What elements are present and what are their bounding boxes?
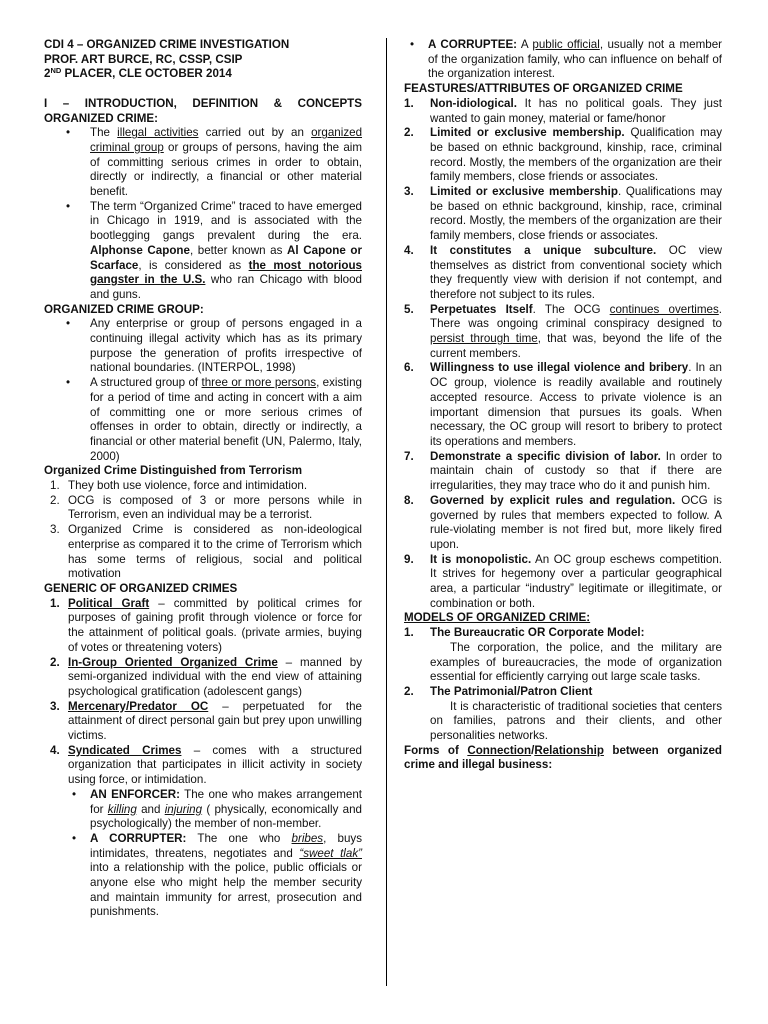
list-item: 2. The Patrimonial/Patron Client	[404, 684, 593, 698]
list-item: 1. Political Graft – committed by political crimes for purposes of gaining profit through violence or force for the attainment of political goals. (private armies, buying of votes or threatening voters)	[50, 596, 362, 654]
list-item: • A structured group of three or more persons, existing for a period of time and acting in concert with a aim of committing one or more serious crimes of offenses in order to obtain, directly or indirectly, a financial or other material benefit (UN, Palermo, Italy, 2000)	[44, 376, 362, 464]
list-item: • AN ENFORCER: The one who makes arrangement for killing and injuring ( physically, economically and psychologically) the member of non-member.	[44, 788, 362, 832]
right-column	[404, 38, 722, 773]
list-item: • A CORRUPTER: The one who bribes, buys intimidates, threatens, negotiates and “sweet tlak” into a relationship with the police, public officials or anyone else who might help the member security and maintain immunity for arrest, prosecution and punishments.	[44, 832, 362, 920]
list-item: 1. The Bureaucratic OR Corporate Model:	[404, 626, 645, 640]
list-item: • The term “Organized Crime” traced to have emerged in Chicago in 1919, and is associated with the bootlegging gangs prevalent during the era. Alphonse Capone, better known as Al Capone or Scarface, is considered as the most notorious gangster in the U.S. who ran Chicago with blood and guns.	[44, 200, 362, 303]
list-item: 3. Mercenary/Predator OC – perpetuated for the attainment of direct personal gain but prey upon unwilling victims.	[50, 699, 363, 743]
list-item: • The illegal activities carried out by an organized criminal group or groups of persons, having the aim of committing serious crimes in order to obtain, directly or indirectly, a financial or other material benefit.	[44, 126, 362, 200]
generic-list	[44, 597, 362, 788]
forms-heading: Forms of Connection/Relationship between organized crime and illegal business:	[404, 743, 722, 772]
list-item: 9. It is monopolistic. An OC group eschews competition. It strives for hegemony over a particular geographical area, a particular “industry” legitimate or illegitimate, or combination or both.	[404, 552, 722, 610]
professor-line: PROF. ART BURCE, RC, CSSP, CSIP	[44, 52, 243, 66]
list-item: 3. Limited or exclusive membership. Qualifications may be based on ethnic background, kinship, race, criminal record. Mostly, the members of the organization are their family members, close friends or associates.	[404, 185, 722, 243]
course-title: CDI 4 – ORGANIZED CRIME INVESTIGATION	[44, 38, 290, 51]
list-item: 1. They both use violence, force and intimidation.	[50, 479, 308, 493]
organized-crime-list	[44, 126, 362, 302]
heading-features: FEASTURES/ATTRIBUTES OF ORGANIZED CRIME	[404, 82, 683, 96]
list-item: 3. Organized Crime is considered as non-ideological enterprise as compared it to the crime of Terrorism which has some terms of religious, social and political motivation	[50, 523, 362, 581]
list-item: 8. Governed by explicit rules and regulation. OCG is governed by rules that members expected to follow. A rule-violating member is not fired but, more likely fired upon.	[404, 493, 722, 551]
heading-models: MODELS OF ORGANIZED CRIME:	[404, 611, 591, 625]
organized-crime-group-list	[44, 317, 362, 464]
list-item: • Any enterprise or group of persons engaged in a continuing illegal activity which has as its primary purpose the generation of profits irrespective of national boundaries. (INTERPOL, 1998)	[44, 317, 362, 376]
syndicate-roles-list	[44, 788, 362, 920]
section-heading-intro: I – INTRODUCTION, DEFINITION & CONCEPTS	[44, 96, 362, 110]
list-item: 2. In-Group Oriented Organized Crime – manned by semi-organized individual with the end view of attaining psychological gratification (adolescent gangs)	[50, 655, 362, 698]
list-item: 6. Willingness to use illegal violence and bribery. In an OC group, violence is readily available and routinely accepted resource. Access to private violence is an important dimension that pursues its goals. When necessary, the OC group will resort to bribery to protect its operations and members.	[404, 361, 722, 448]
list-item: 2. OCG is composed of 3 or more persons while in Terrorism, even an individual may be a terrorist.	[50, 493, 362, 522]
list-item: 4. It constitutes a unique subculture. OC view themselves as district from conventional society which they frequently view with derision if not contempt, and therefore not subject to its rules.	[404, 243, 722, 301]
placer-line: 2ND PLACER, CLE OCTOBER 2014	[44, 66, 232, 81]
list-item: • A CORRUPTEE: A public official, usually not a member of the organization family, who can influence on behalf of the organization interest.	[404, 38, 722, 82]
model-description: It is characteristic of traditional societies that centers on families, patrons and their clients, and other personalities networks.	[430, 699, 722, 743]
heading-generic: GENERIC OF ORGANIZED CRIMES	[44, 582, 238, 595]
list-item: 2. Limited or exclusive membership. Qualification may be based on ethnic background, kinship, race, criminal record. Mostly, the members of the organization are their family members, close friends or associates.	[404, 126, 722, 184]
list-item: 5. Perpetuates Itself. The OCG continues overtimes. There was ongoing criminal conspiracy designed to persist through time, that was, beyond the life of the current members.	[404, 302, 722, 360]
left-column	[44, 38, 362, 920]
model-description: The corporation, the police, and the military are examples of bureaucracies, the mode of organization essential for efficiently carrying out large scale tasks.	[430, 640, 722, 684]
heading-terrorism: Organized Crime Distinguished from Terrorism	[44, 464, 303, 478]
features-list	[404, 97, 722, 612]
list-item: 4. Syndicated Crimes – comes with a structured organization that participates in illicit activity in society using force, or intimidation.	[50, 743, 362, 787]
heading-organized-crime-group: ORGANIZED CRIME GROUP:	[44, 302, 204, 316]
column-divider	[386, 38, 387, 986]
list-item: 7. Demonstrate a specific division of labor. In order to maintain chain of custody so that if there are irregularities, they may trace who do it and punish him.	[404, 449, 722, 493]
list-item: 1. Non-idiological. It has no political goals. They just wanted to gain money, material or fame/honor	[404, 96, 722, 125]
corruptee-list	[404, 38, 722, 82]
heading-organized-crime: ORGANIZED CRIME:	[44, 111, 159, 125]
terrorism-list	[44, 479, 362, 582]
